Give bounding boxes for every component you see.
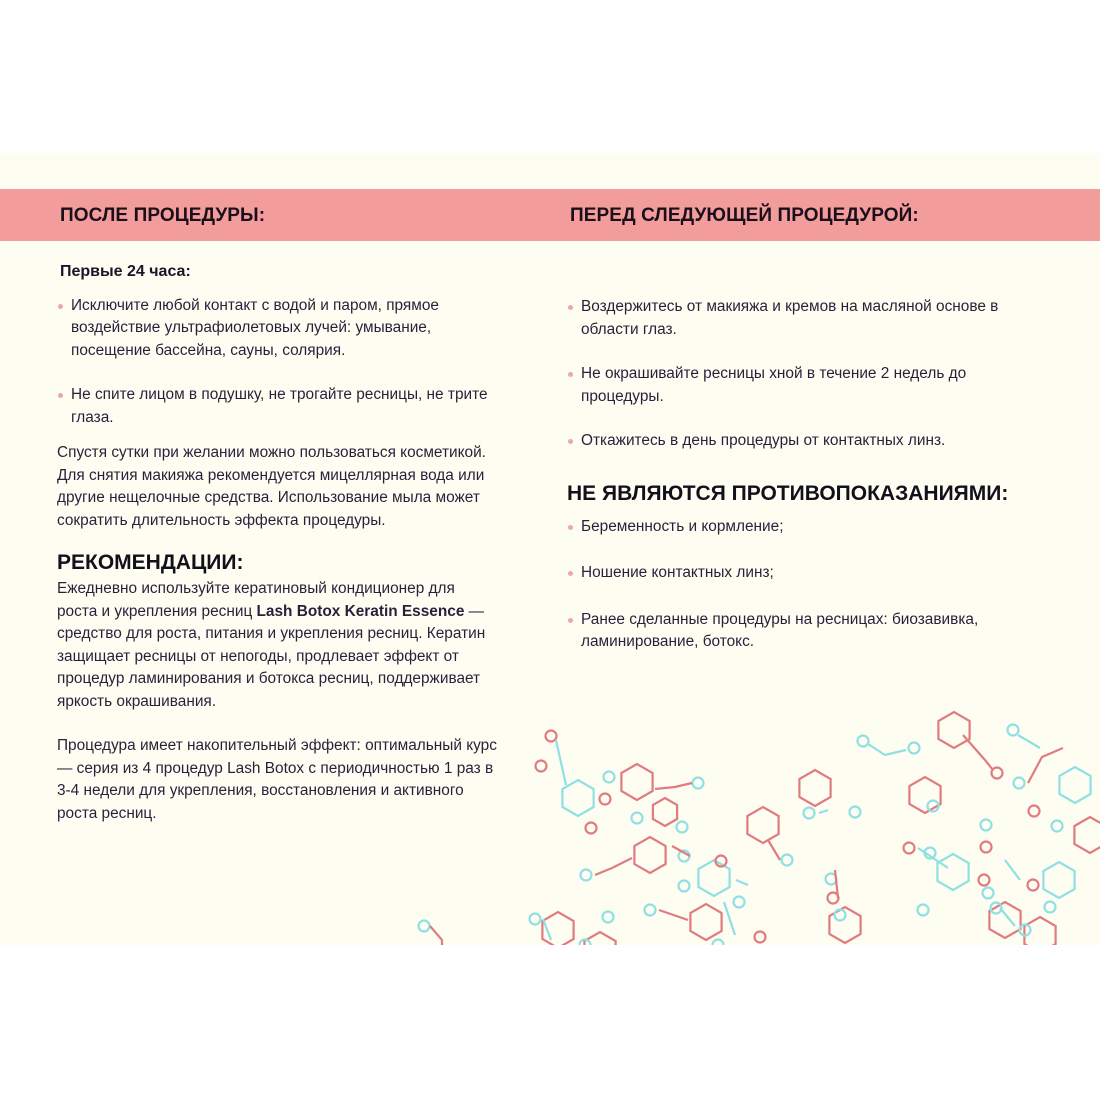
after-procedure-list: [57, 295, 497, 430]
molecule-ring: [1043, 862, 1074, 898]
right-column: [567, 296, 1037, 678]
list-item: Откажитесь в день процедуры от контактных линз.: [567, 430, 1037, 453]
atom-node: [546, 731, 557, 742]
atom-node: [981, 820, 992, 831]
atom-node: [858, 736, 869, 747]
atom-node: [850, 807, 861, 818]
atom-node: [909, 743, 920, 754]
molecule-bond: [918, 848, 948, 868]
list-item: Беременность и кормление;: [567, 516, 1037, 539]
molecule-bond: [963, 735, 993, 770]
molecule-ring: [799, 770, 830, 806]
molecule-bond: [819, 810, 828, 813]
after-day-paragraph: Спустя сутки при желании можно пользоваться косметикой. Для снятия макияжа рекомендуется мицеллярная вода или другие нещелочные средства. Использование мыла может сократить длительность эффекта процедуры.: [57, 444, 486, 529]
list-item: Ношение контактных линз;: [567, 562, 1037, 585]
atom-node: [734, 897, 745, 908]
atom-node: [604, 772, 615, 783]
molecule-ring: [1059, 767, 1090, 803]
atom-node: [981, 842, 992, 853]
recommendations-heading: РЕКОМЕНДАЦИИ:: [57, 551, 244, 574]
molecule-bond: [543, 919, 551, 940]
atom-node: [603, 912, 614, 923]
atom-node: [979, 875, 990, 886]
molecule-ring: [909, 777, 940, 813]
molecule-ring: [621, 764, 652, 800]
molecule-bond: [1005, 860, 1020, 880]
list-item: Воздержитесь от макияжа и кремов на масляной основе в области глаз.: [567, 296, 1037, 341]
atom-node: [679, 881, 690, 892]
molecule-ring: [653, 798, 677, 826]
molecule-ring: [938, 712, 969, 748]
molecule-ring: [562, 780, 593, 816]
molecule-bond: [736, 880, 748, 885]
atom-node: [1028, 880, 1039, 891]
list-item: Ранее сделанные процедуры на ресницах: биозавивка, ламинирование, ботокс.: [567, 609, 1037, 654]
atom-node: [1052, 821, 1063, 832]
atom-node: [693, 778, 704, 789]
first-24-hours-heading: Первые 24 часа:: [60, 263, 191, 280]
molecule-ring: [1024, 917, 1055, 945]
list-item: Не окрашивайте ресницы хной в течение 2 недель до процедуры.: [567, 363, 1037, 408]
atom-node: [586, 823, 597, 834]
atom-node: [1045, 902, 1056, 913]
atom-node: [581, 870, 592, 881]
atom-node: [530, 914, 541, 925]
list-item: Исключите любой контакт с водой и паром, прямое воздействие ультрафиолетовых лучей: умывание, посещение бассейна, сауны, солярия.: [57, 295, 497, 363]
atom-node: [983, 888, 994, 899]
recommendations-paragraph: [57, 578, 497, 713]
atom-node: [677, 822, 688, 833]
course-paragraph: Процедура имеет накопительный эффект: оптимальный курс — серия из 4 процедур Lash Botox с периодичностью 1 раз в 3-4 недели для укрепления, восстановления и активного роста ресниц.: [57, 737, 497, 822]
molecule-bond: [595, 858, 632, 875]
molecule-bond: [655, 783, 692, 789]
molecule-ring: [989, 902, 1020, 938]
atom-node: [713, 940, 724, 946]
atom-node: [804, 808, 815, 819]
molecule-bond: [724, 902, 735, 935]
recommendation-text: Ежедневно используйте кератиновый кондиционер для роста и укрепления ресниц: [57, 580, 455, 620]
molecule-bond: [430, 926, 442, 945]
info-panel: [0, 153, 1100, 945]
molecule-bond: [659, 910, 688, 920]
molecule-ring: [747, 807, 778, 843]
before-next-procedure-title: ПЕРЕД СЛЕДУЮЩЕЙ ПРОЦЕДУРОЙ:: [570, 205, 919, 226]
atom-node: [1029, 806, 1040, 817]
product-name: Lash Botox Keratin Essence: [256, 602, 465, 620]
molecule-ring: [1074, 817, 1100, 853]
after-procedure-title: ПОСЛЕ ПРОЦЕДУРЫ:: [60, 205, 266, 226]
molecule-ring: [937, 854, 968, 890]
list-item: Не спите лицом в подушку, не трогайте ресницы, не трите глаза.: [57, 384, 497, 429]
not-contraindications-list: [567, 516, 1037, 654]
molecule-ring: [690, 904, 721, 940]
molecule-bond: [1000, 908, 1015, 926]
molecule-bond: [556, 740, 566, 785]
not-contraindications-heading: НЕ ЯВЛЯЮТСЯ ПРОТИВОПОКАЗАНИЯМИ:: [567, 481, 1009, 505]
molecule-bond: [768, 840, 780, 860]
left-column: [57, 261, 497, 825]
molecule-bond: [1018, 735, 1040, 748]
atom-node: [600, 794, 611, 805]
atom-node: [904, 843, 915, 854]
before-procedure-list: [567, 296, 1037, 453]
molecule-ring: [634, 837, 665, 873]
atom-node: [1014, 778, 1025, 789]
atom-node: [782, 855, 793, 866]
atom-node: [632, 813, 643, 824]
molecule-bond: [868, 744, 906, 755]
atom-node: [536, 761, 547, 772]
atom-node: [755, 932, 766, 943]
molecule-bond: [1028, 748, 1063, 783]
recommendation-text: — средство для роста, питания и укрепления ресниц. Кератин защищает ресницы от непогоды, продлевает эффект от процедур ламинирования и ботокса ресниц, поддерживает яркость окрашивания.: [57, 602, 486, 710]
atom-node: [645, 905, 656, 916]
atom-node: [918, 905, 929, 916]
atom-node: [1008, 725, 1019, 736]
atom-node: [419, 921, 430, 932]
